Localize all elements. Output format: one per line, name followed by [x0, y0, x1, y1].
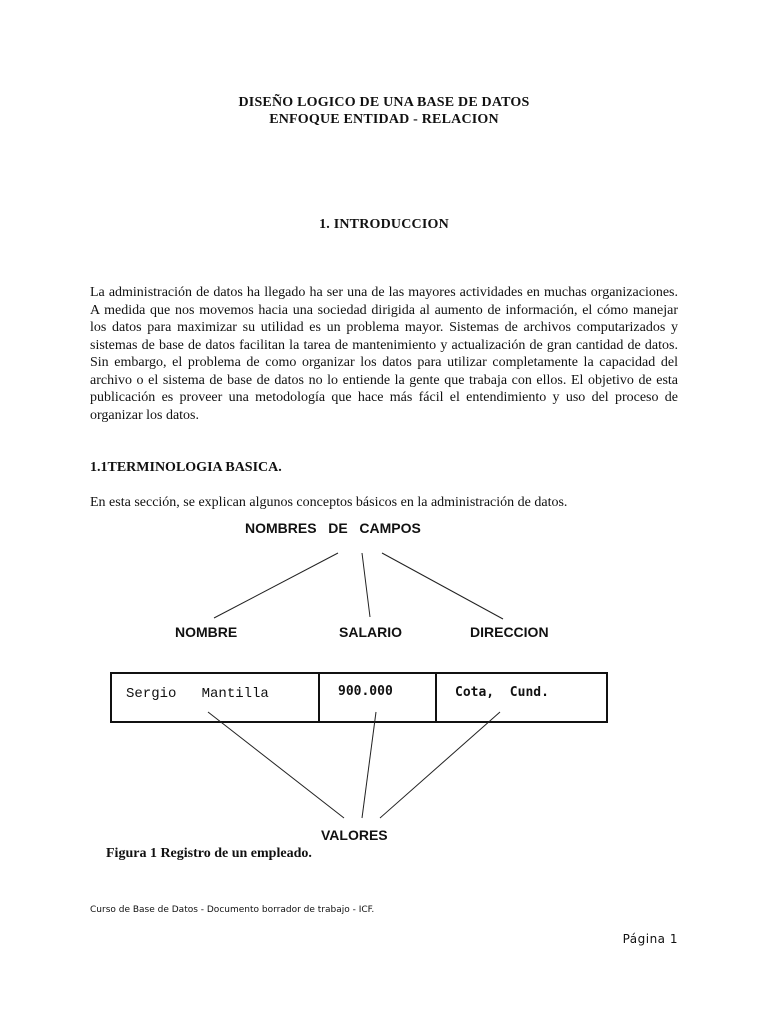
connector-line: [214, 553, 338, 618]
section-heading-introduccion: 1. INTRODUCCION: [319, 217, 449, 232]
field-name-direccion: DIRECCION: [470, 624, 549, 640]
document-title-line-2: ENFOQUE ENTIDAD - RELACION: [269, 112, 499, 127]
section-heading-terminologia: 1.1TERMINOLOGIA BASICA.: [90, 460, 282, 475]
record-value-direccion: Cota, Cund.: [455, 685, 549, 700]
footer-text: Curso de Base de Datos - Documento borrador de trabajo - ICF.: [90, 905, 375, 915]
connector-line: [208, 712, 344, 818]
field-name-nombre: NOMBRE: [175, 624, 238, 640]
figure-caption: Figura 1 Registro de un empleado.: [106, 846, 312, 861]
intro-paragraph: La administración de datos ha llegado ha ser una de las mayores actividades en muchas organizaciones. A medida que nos movemos hacia una sociedad dirigida al aumento de información, el cómo manejar los datos para maximizar su utilidad es un problema mayor. Sistemas de archivos computarizados y sistemas de base de datos facilitan la tarea de mantenimiento y actualización de gran cantidad de datos. Sin embargo, el problema de como organizar los datos para utilizar completamente la capacidad del archivo o el sistema de base de datos no lo entiende la gente que trabaja con ellos. El objetivo de esta publicación es proveer una metodología que hace más fácil el entendimiento y uso del proceso de organizar los datos.: [90, 285, 678, 423]
connector-line: [382, 553, 503, 619]
figure-top-label: NOMBRES DE CAMPOS: [245, 520, 421, 536]
record-value-salario: 900.000: [338, 684, 393, 699]
page-number: Página 1: [622, 932, 678, 946]
figure-bottom-label: VALORES: [321, 827, 388, 843]
section-terminologia-text: En esta sección, se explican algunos conceptos básicos en la administración de datos.: [90, 495, 568, 510]
field-name-salario: SALARIO: [339, 624, 402, 640]
record-value-nombre: Sergio Mantilla: [126, 686, 269, 702]
document-title-line-1: DISEÑO LOGICO DE UNA BASE DE DATOS: [238, 95, 530, 110]
connector-line: [362, 553, 370, 617]
connector-line: [362, 712, 376, 818]
connector-line: [380, 712, 500, 818]
